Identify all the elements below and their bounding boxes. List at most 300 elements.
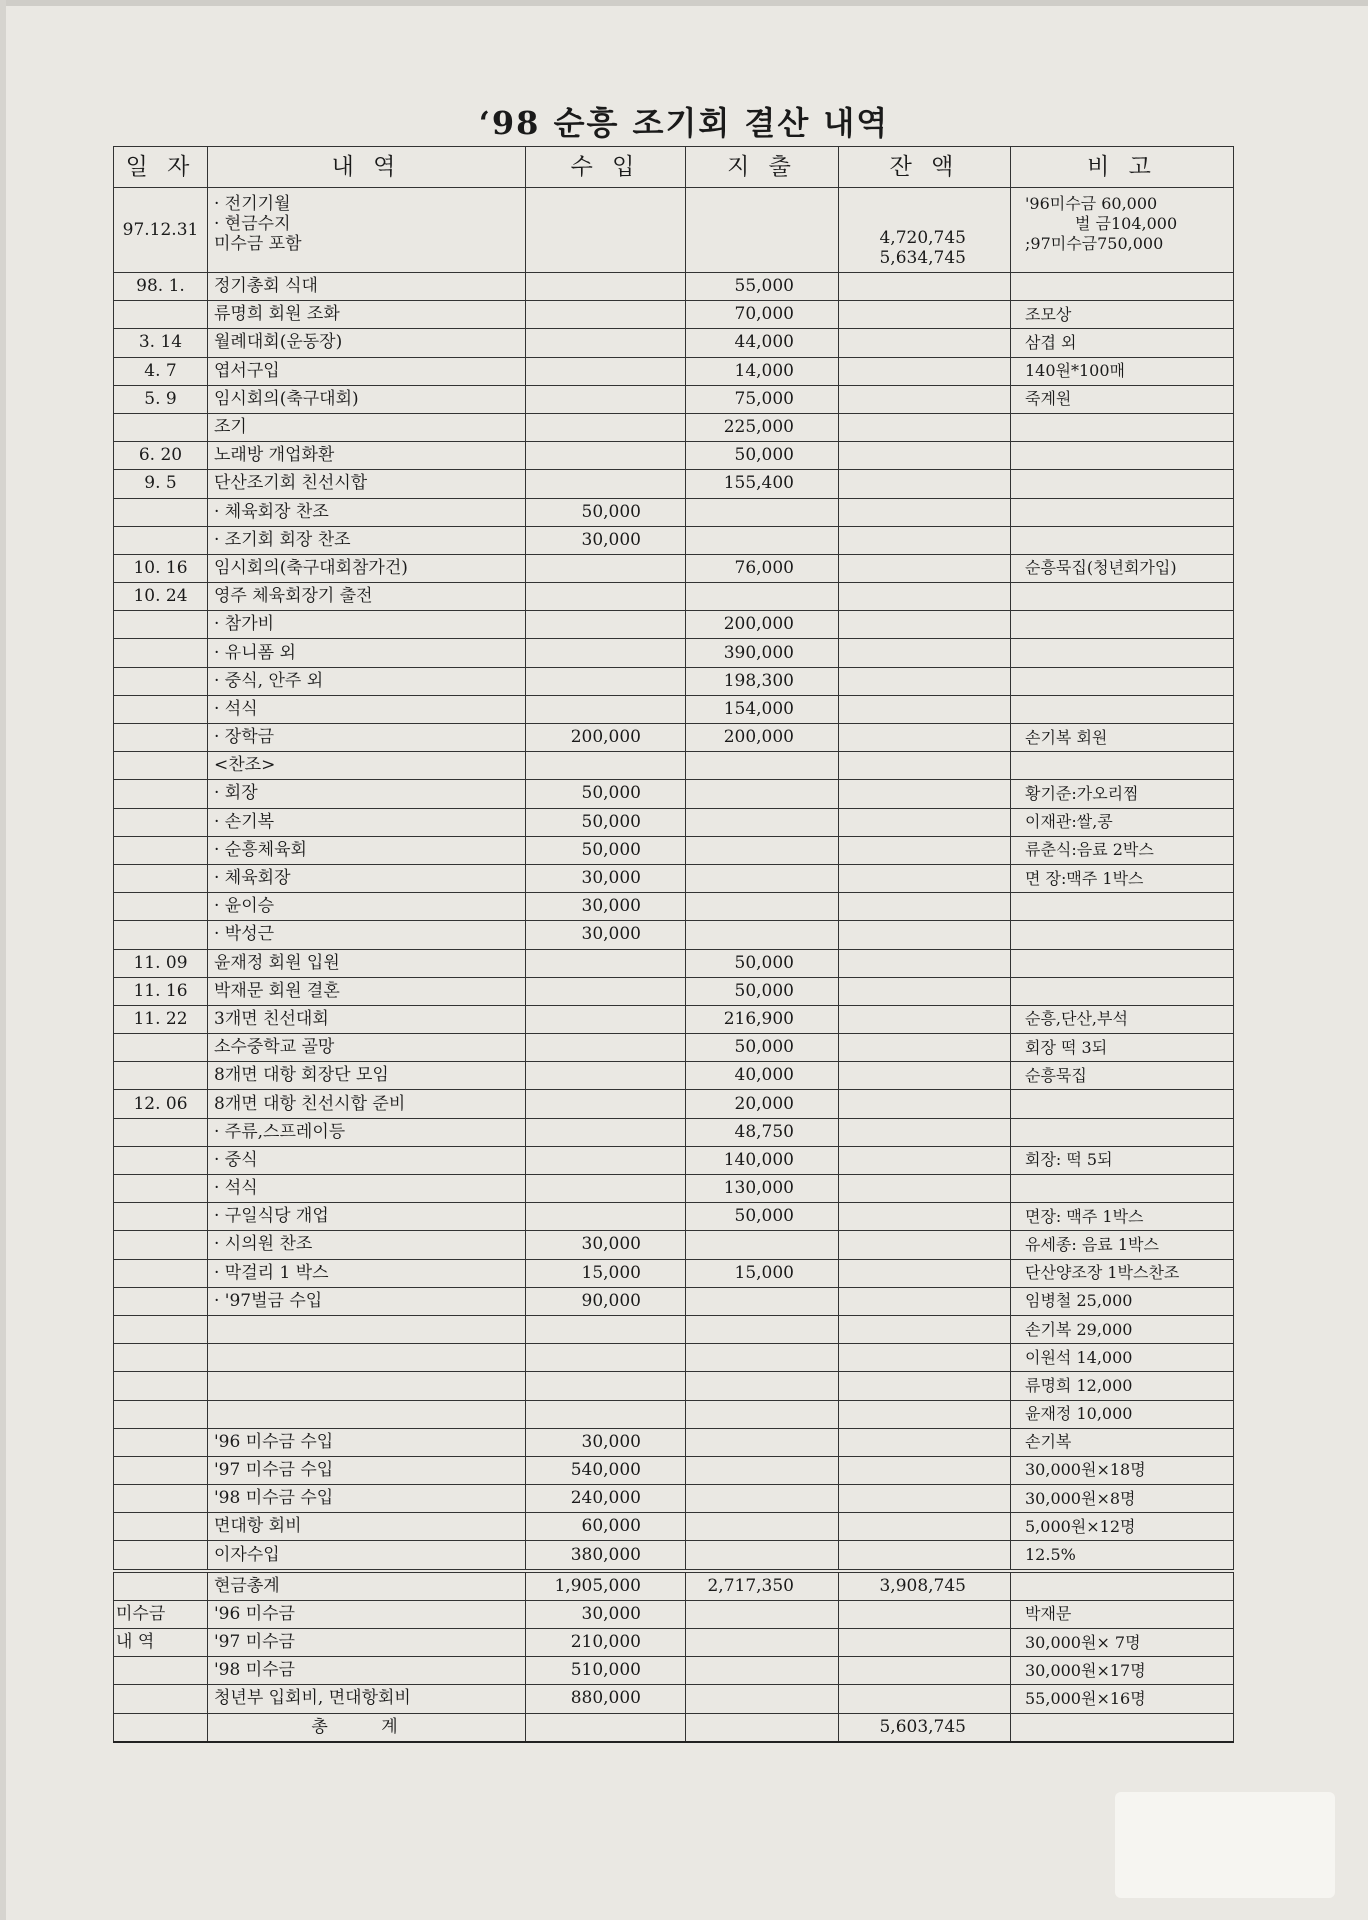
cell-desc: · 순흥체육회 bbox=[208, 836, 526, 864]
cell-income bbox=[526, 413, 686, 441]
cell-income: 50,000 bbox=[526, 498, 686, 526]
table-row bbox=[114, 1400, 1234, 1428]
cell-desc: 청년부 입회비, 면대항회비 bbox=[208, 1685, 526, 1713]
table-row bbox=[114, 1146, 1234, 1174]
cell-desc: · 주류,스프레이등 bbox=[208, 1118, 526, 1146]
cell-note bbox=[1011, 1118, 1234, 1146]
col-header-description: 내 역 bbox=[208, 147, 526, 188]
cell-date bbox=[114, 893, 208, 921]
cell-balance bbox=[839, 1485, 1011, 1513]
cell-desc: 8개면 대항 친선시합 준비 bbox=[208, 1090, 526, 1118]
cell-note: 회장 떡 3되 bbox=[1011, 1034, 1234, 1062]
cell-balance bbox=[839, 977, 1011, 1005]
cell-expense: 155,400 bbox=[686, 470, 839, 498]
document-title: ‘98 순흥 조기회 결산 내역 bbox=[478, 104, 890, 142]
cell-income: 30,000 bbox=[526, 893, 686, 921]
cell-income: 210,000 bbox=[526, 1629, 686, 1657]
cell-date bbox=[114, 752, 208, 780]
cell-date bbox=[114, 498, 208, 526]
cell-note bbox=[1011, 949, 1234, 977]
table-row bbox=[114, 1175, 1234, 1203]
cell-desc: 이자수입 bbox=[208, 1541, 526, 1571]
cell-balance bbox=[839, 1400, 1011, 1428]
cell-desc: · 시의원 찬조 bbox=[208, 1231, 526, 1259]
cell-balance bbox=[839, 385, 1011, 413]
cell-income bbox=[526, 639, 686, 667]
col-header-note: 비 고 bbox=[1011, 147, 1234, 188]
cell-balance bbox=[839, 893, 1011, 921]
cell-balance bbox=[839, 442, 1011, 470]
cell-date bbox=[114, 921, 208, 949]
cell-desc: 노래방 개업화환 bbox=[208, 442, 526, 470]
cell-balance bbox=[839, 949, 1011, 977]
cell-date bbox=[114, 1685, 208, 1713]
cell-expense: 15,000 bbox=[686, 1259, 839, 1287]
paper-label-patch bbox=[1115, 1792, 1335, 1898]
cell-expense: 50,000 bbox=[686, 1034, 839, 1062]
cell-income bbox=[526, 357, 686, 385]
cell-expense: 40,000 bbox=[686, 1062, 839, 1090]
cell-note: 30,000원× 7명 bbox=[1011, 1629, 1234, 1657]
cell-note: 30,000원×18명 bbox=[1011, 1456, 1234, 1484]
cell-expense: 70,000 bbox=[686, 301, 839, 329]
scan-top-edge bbox=[0, 0, 1368, 6]
cell-income bbox=[526, 695, 686, 723]
cell-desc: · 구일식당 개업 bbox=[208, 1203, 526, 1231]
cell-expense bbox=[686, 836, 839, 864]
cell-expense bbox=[686, 1485, 839, 1513]
table-row bbox=[114, 893, 1234, 921]
cell-expense bbox=[686, 1513, 839, 1541]
cell-note: 삼겹 외 bbox=[1011, 329, 1234, 357]
cell-date bbox=[114, 1344, 208, 1372]
cell-note: 조모상 bbox=[1011, 301, 1234, 329]
cell-note: 순흥묵집 bbox=[1011, 1062, 1234, 1090]
cell-expense bbox=[686, 893, 839, 921]
cell-note bbox=[1011, 893, 1234, 921]
cell-expense: 140,000 bbox=[686, 1146, 839, 1174]
cell-note bbox=[1011, 695, 1234, 723]
cell-income: 30,000 bbox=[526, 1600, 686, 1628]
cell-desc: 조기 bbox=[208, 413, 526, 441]
cell-date: 5. 9 bbox=[114, 385, 208, 413]
table-row bbox=[114, 724, 1234, 752]
cell-note bbox=[1011, 639, 1234, 667]
opening-balance-row bbox=[114, 188, 1234, 273]
cell-expense: 2,717,350 bbox=[686, 1571, 839, 1601]
cell-date bbox=[114, 1203, 208, 1231]
cell-expense: 154,000 bbox=[686, 695, 839, 723]
cell-date: 3. 14 bbox=[114, 329, 208, 357]
cell-date bbox=[114, 808, 208, 836]
cell-income bbox=[526, 611, 686, 639]
cell-expense bbox=[686, 1685, 839, 1713]
cell-income: 510,000 bbox=[526, 1657, 686, 1685]
cell-desc: 류명희 회원 조화 bbox=[208, 301, 526, 329]
cell-balance bbox=[839, 1118, 1011, 1146]
cell-note: '96미수금 60,000 벌 금104,000 ;97미수금750,000 bbox=[1011, 188, 1234, 273]
cell-desc: '97 미수금 bbox=[208, 1629, 526, 1657]
cell-income bbox=[526, 470, 686, 498]
cell-expense bbox=[686, 1315, 839, 1343]
cell-expense bbox=[686, 1372, 839, 1400]
cell-note: 순흥묵집(청년회가입) bbox=[1011, 554, 1234, 582]
cell-income bbox=[526, 1372, 686, 1400]
cell-expense bbox=[686, 526, 839, 554]
cell-note: 류명희 12,000 bbox=[1011, 1372, 1234, 1400]
table-row bbox=[114, 752, 1234, 780]
cell-date: 10. 24 bbox=[114, 583, 208, 611]
cell-expense: 130,000 bbox=[686, 1175, 839, 1203]
cell-balance bbox=[839, 1428, 1011, 1456]
col-header-expense: 지 출 bbox=[686, 147, 839, 188]
cell-balance bbox=[839, 301, 1011, 329]
cell-expense: 20,000 bbox=[686, 1090, 839, 1118]
cell-balance bbox=[839, 780, 1011, 808]
cell-desc bbox=[208, 1372, 526, 1400]
table-row bbox=[114, 1062, 1234, 1090]
cell-expense bbox=[686, 1231, 839, 1259]
cell-note bbox=[1011, 413, 1234, 441]
cell-date bbox=[114, 1713, 208, 1742]
cell-desc: 윤재정 회원 입원 bbox=[208, 949, 526, 977]
table-row bbox=[114, 1118, 1234, 1146]
cell-income bbox=[526, 1062, 686, 1090]
cell-date bbox=[114, 1513, 208, 1541]
cell-balance bbox=[839, 639, 1011, 667]
cell-income bbox=[526, 1175, 686, 1203]
cell-balance bbox=[839, 1175, 1011, 1203]
cell-expense bbox=[686, 188, 839, 273]
table-row bbox=[114, 1456, 1234, 1484]
cell-balance bbox=[839, 1315, 1011, 1343]
cell-desc bbox=[208, 1315, 526, 1343]
cell-expense bbox=[686, 1600, 839, 1628]
receivable-row bbox=[114, 1657, 1234, 1685]
cell-note bbox=[1011, 667, 1234, 695]
cell-date bbox=[114, 1541, 208, 1571]
cell-expense: 200,000 bbox=[686, 611, 839, 639]
table-row bbox=[114, 1541, 1234, 1571]
cell-note bbox=[1011, 1571, 1234, 1601]
cell-note bbox=[1011, 1713, 1234, 1742]
cell-date bbox=[114, 667, 208, 695]
cell-expense: 225,000 bbox=[686, 413, 839, 441]
cell-date bbox=[114, 1034, 208, 1062]
table-row bbox=[114, 1005, 1234, 1033]
cell-desc: · 석식 bbox=[208, 695, 526, 723]
cell-note bbox=[1011, 921, 1234, 949]
cell-balance bbox=[839, 611, 1011, 639]
cell-expense: 198,300 bbox=[686, 667, 839, 695]
cell-date bbox=[114, 1315, 208, 1343]
cell-desc: <찬조> bbox=[208, 752, 526, 780]
cell-date bbox=[114, 1231, 208, 1259]
table-row bbox=[114, 977, 1234, 1005]
cell-balance bbox=[839, 695, 1011, 723]
cell-income: 30,000 bbox=[526, 921, 686, 949]
scan-left-edge bbox=[0, 0, 6, 1920]
header-row bbox=[114, 147, 1234, 188]
cell-desc: 엽서구입 bbox=[208, 357, 526, 385]
cell-balance bbox=[839, 1456, 1011, 1484]
table-row bbox=[114, 554, 1234, 582]
cell-balance bbox=[839, 273, 1011, 301]
table-row bbox=[114, 413, 1234, 441]
cell-desc: 3개면 친선대회 bbox=[208, 1005, 526, 1033]
cell-income: 90,000 bbox=[526, 1287, 686, 1315]
cell-desc: · 중식, 안주 외 bbox=[208, 667, 526, 695]
cell-expense: 50,000 bbox=[686, 442, 839, 470]
cell-note bbox=[1011, 1175, 1234, 1203]
cell-desc: 정기총회 식대 bbox=[208, 273, 526, 301]
cell-income: 880,000 bbox=[526, 1685, 686, 1713]
cell-desc bbox=[208, 1400, 526, 1428]
cell-balance bbox=[839, 357, 1011, 385]
cell-expense bbox=[686, 752, 839, 780]
cell-desc: '98 미수금 수입 bbox=[208, 1485, 526, 1513]
cell-balance bbox=[839, 583, 1011, 611]
cell-expense bbox=[686, 921, 839, 949]
cell-note: 5,000원×12명 bbox=[1011, 1513, 1234, 1541]
table-row bbox=[114, 667, 1234, 695]
cell-balance bbox=[839, 554, 1011, 582]
cell-income bbox=[526, 752, 686, 780]
cell-income: 15,000 bbox=[526, 1259, 686, 1287]
table-row bbox=[114, 1315, 1234, 1343]
cell-income bbox=[526, 667, 686, 695]
cell-expense: 48,750 bbox=[686, 1118, 839, 1146]
cell-expense bbox=[686, 1713, 839, 1742]
cell-note: 손기복 29,000 bbox=[1011, 1315, 1234, 1343]
cell-note: 이재관:쌀,콩 bbox=[1011, 808, 1234, 836]
table-row bbox=[114, 1344, 1234, 1372]
cell-desc: · 전기기월 · 현금수지 미수금 포함 bbox=[208, 188, 526, 273]
cell-expense bbox=[686, 1287, 839, 1315]
cell-income bbox=[526, 977, 686, 1005]
cell-expense bbox=[686, 1541, 839, 1571]
cell-desc: 임시회의(축구대회) bbox=[208, 385, 526, 413]
cell-date: 11. 22 bbox=[114, 1005, 208, 1033]
cell-desc: · 회장 bbox=[208, 780, 526, 808]
cell-desc: 총 계 bbox=[208, 1713, 526, 1742]
cell-expense: 44,000 bbox=[686, 329, 839, 357]
table-row bbox=[114, 1372, 1234, 1400]
cell-note: 55,000원×16명 bbox=[1011, 1685, 1234, 1713]
cell-desc: · 윤이승 bbox=[208, 893, 526, 921]
table-row bbox=[114, 1513, 1234, 1541]
cell-date bbox=[114, 1571, 208, 1601]
cell-income bbox=[526, 1005, 686, 1033]
cell-income: 30,000 bbox=[526, 1231, 686, 1259]
cell-income bbox=[526, 1400, 686, 1428]
cell-balance bbox=[839, 1629, 1011, 1657]
cell-balance: 5,603,745 bbox=[839, 1713, 1011, 1742]
cell-income: 1,905,000 bbox=[526, 1571, 686, 1601]
cell-note bbox=[1011, 752, 1234, 780]
ledger-table bbox=[113, 146, 1234, 1743]
table-row bbox=[114, 780, 1234, 808]
cell-expense bbox=[686, 1657, 839, 1685]
cell-date bbox=[114, 836, 208, 864]
cell-desc: · '97벌금 수입 bbox=[208, 1287, 526, 1315]
cell-date bbox=[114, 695, 208, 723]
cell-balance bbox=[839, 1090, 1011, 1118]
cell-desc: '96 미수금 수입 bbox=[208, 1428, 526, 1456]
cell-expense: 75,000 bbox=[686, 385, 839, 413]
cell-balance bbox=[839, 1203, 1011, 1231]
cell-income bbox=[526, 583, 686, 611]
cell-note bbox=[1011, 526, 1234, 554]
cell-note bbox=[1011, 498, 1234, 526]
cell-expense bbox=[686, 498, 839, 526]
cell-date bbox=[114, 1428, 208, 1456]
cell-expense: 76,000 bbox=[686, 554, 839, 582]
cell-balance bbox=[839, 752, 1011, 780]
table-row bbox=[114, 498, 1234, 526]
cell-balance bbox=[839, 329, 1011, 357]
table-row bbox=[114, 1203, 1234, 1231]
cell-balance bbox=[839, 1034, 1011, 1062]
cell-income bbox=[526, 554, 686, 582]
table-row bbox=[114, 1259, 1234, 1287]
col-header-income: 수 입 bbox=[526, 147, 686, 188]
cell-note: 유세종: 음료 1박스 bbox=[1011, 1231, 1234, 1259]
cell-note bbox=[1011, 611, 1234, 639]
cell-desc: 영주 체육회장기 출전 bbox=[208, 583, 526, 611]
receivable-row bbox=[114, 1685, 1234, 1713]
table-row bbox=[114, 1287, 1234, 1315]
cell-expense: 14,000 bbox=[686, 357, 839, 385]
cell-date bbox=[114, 611, 208, 639]
cell-note bbox=[1011, 1090, 1234, 1118]
cell-date: 10. 16 bbox=[114, 554, 208, 582]
cell-income bbox=[526, 1203, 686, 1231]
cell-date bbox=[114, 639, 208, 667]
cell-balance bbox=[839, 667, 1011, 695]
table-row bbox=[114, 526, 1234, 554]
cell-expense bbox=[686, 808, 839, 836]
cell-income bbox=[526, 301, 686, 329]
cell-date bbox=[114, 724, 208, 752]
table-row bbox=[114, 808, 1234, 836]
cell-note: 죽계원 bbox=[1011, 385, 1234, 413]
cell-date bbox=[114, 1175, 208, 1203]
table-row bbox=[114, 611, 1234, 639]
cash-total-row bbox=[114, 1571, 1234, 1601]
cell-note: 30,000원×8명 bbox=[1011, 1485, 1234, 1513]
cell-desc: · 체육회장 찬조 bbox=[208, 498, 526, 526]
cell-balance bbox=[839, 921, 1011, 949]
table-row bbox=[114, 385, 1234, 413]
cell-desc: · 장학금 bbox=[208, 724, 526, 752]
cell-income bbox=[526, 1034, 686, 1062]
cell-income bbox=[526, 1118, 686, 1146]
cell-expense: 50,000 bbox=[686, 1203, 839, 1231]
cell-balance bbox=[839, 1685, 1011, 1713]
cell-income bbox=[526, 385, 686, 413]
cell-date bbox=[114, 1372, 208, 1400]
cell-note bbox=[1011, 977, 1234, 1005]
cell-desc: · 체육회장 bbox=[208, 864, 526, 892]
cell-desc: 소수중학교 골망 bbox=[208, 1034, 526, 1062]
cell-date: 11. 16 bbox=[114, 977, 208, 1005]
cell-balance bbox=[839, 1600, 1011, 1628]
cell-desc: · 중식 bbox=[208, 1146, 526, 1174]
cell-income: 50,000 bbox=[526, 836, 686, 864]
cell-note: 140원*100매 bbox=[1011, 357, 1234, 385]
cell-balance bbox=[839, 864, 1011, 892]
table-row bbox=[114, 921, 1234, 949]
cell-income: 30,000 bbox=[526, 864, 686, 892]
cell-desc: · 막걸리 1 박스 bbox=[208, 1259, 526, 1287]
cell-expense bbox=[686, 864, 839, 892]
cell-income: 50,000 bbox=[526, 780, 686, 808]
cell-balance bbox=[839, 1287, 1011, 1315]
cell-income bbox=[526, 188, 686, 273]
cell-expense: 390,000 bbox=[686, 639, 839, 667]
cell-date bbox=[114, 526, 208, 554]
cell-note: 회장: 떡 5되 bbox=[1011, 1146, 1234, 1174]
cell-desc: 면대항 회비 bbox=[208, 1513, 526, 1541]
cell-income: 60,000 bbox=[526, 1513, 686, 1541]
table-row bbox=[114, 442, 1234, 470]
cell-date bbox=[114, 1456, 208, 1484]
cell-income bbox=[526, 949, 686, 977]
cell-desc: · 석식 bbox=[208, 1175, 526, 1203]
col-header-balance: 잔 액 bbox=[839, 147, 1011, 188]
cell-income bbox=[526, 329, 686, 357]
cell-income bbox=[526, 1713, 686, 1742]
cell-desc bbox=[208, 1344, 526, 1372]
cell-desc: 단산조기회 친선시합 bbox=[208, 470, 526, 498]
cell-date bbox=[114, 864, 208, 892]
cell-income: 240,000 bbox=[526, 1485, 686, 1513]
cell-date bbox=[114, 1146, 208, 1174]
cell-expense bbox=[686, 780, 839, 808]
table-row bbox=[114, 1485, 1234, 1513]
cell-note: 순흥,단산,부석 bbox=[1011, 1005, 1234, 1033]
cell-expense bbox=[686, 1456, 839, 1484]
cell-note: 단산양조장 1박스찬조 bbox=[1011, 1259, 1234, 1287]
cell-date: 내 역 bbox=[114, 1629, 208, 1657]
cell-balance bbox=[839, 1062, 1011, 1090]
table-row bbox=[114, 583, 1234, 611]
cell-note bbox=[1011, 442, 1234, 470]
table-row bbox=[114, 301, 1234, 329]
cell-balance bbox=[839, 1005, 1011, 1033]
cell-date: 미수금 bbox=[114, 1600, 208, 1628]
cell-desc: '96 미수금 bbox=[208, 1600, 526, 1628]
cell-balance bbox=[839, 1513, 1011, 1541]
cell-expense: 200,000 bbox=[686, 724, 839, 752]
table-row bbox=[114, 949, 1234, 977]
cell-expense: 55,000 bbox=[686, 273, 839, 301]
cell-date bbox=[114, 1400, 208, 1428]
cell-desc: 월례대회(운동장) bbox=[208, 329, 526, 357]
table-row bbox=[114, 695, 1234, 723]
cell-date: 98. 1. bbox=[114, 273, 208, 301]
cell-date bbox=[114, 1287, 208, 1315]
cell-income: 540,000 bbox=[526, 1456, 686, 1484]
cell-income: 30,000 bbox=[526, 526, 686, 554]
cell-expense: 216,900 bbox=[686, 1005, 839, 1033]
cell-balance bbox=[839, 1344, 1011, 1372]
cell-note: 황기준:가오리찜 bbox=[1011, 780, 1234, 808]
cell-note bbox=[1011, 583, 1234, 611]
cell-balance: 4,720,745 5,634,745 bbox=[839, 188, 1011, 273]
cell-note: 윤재정 10,000 bbox=[1011, 1400, 1234, 1428]
